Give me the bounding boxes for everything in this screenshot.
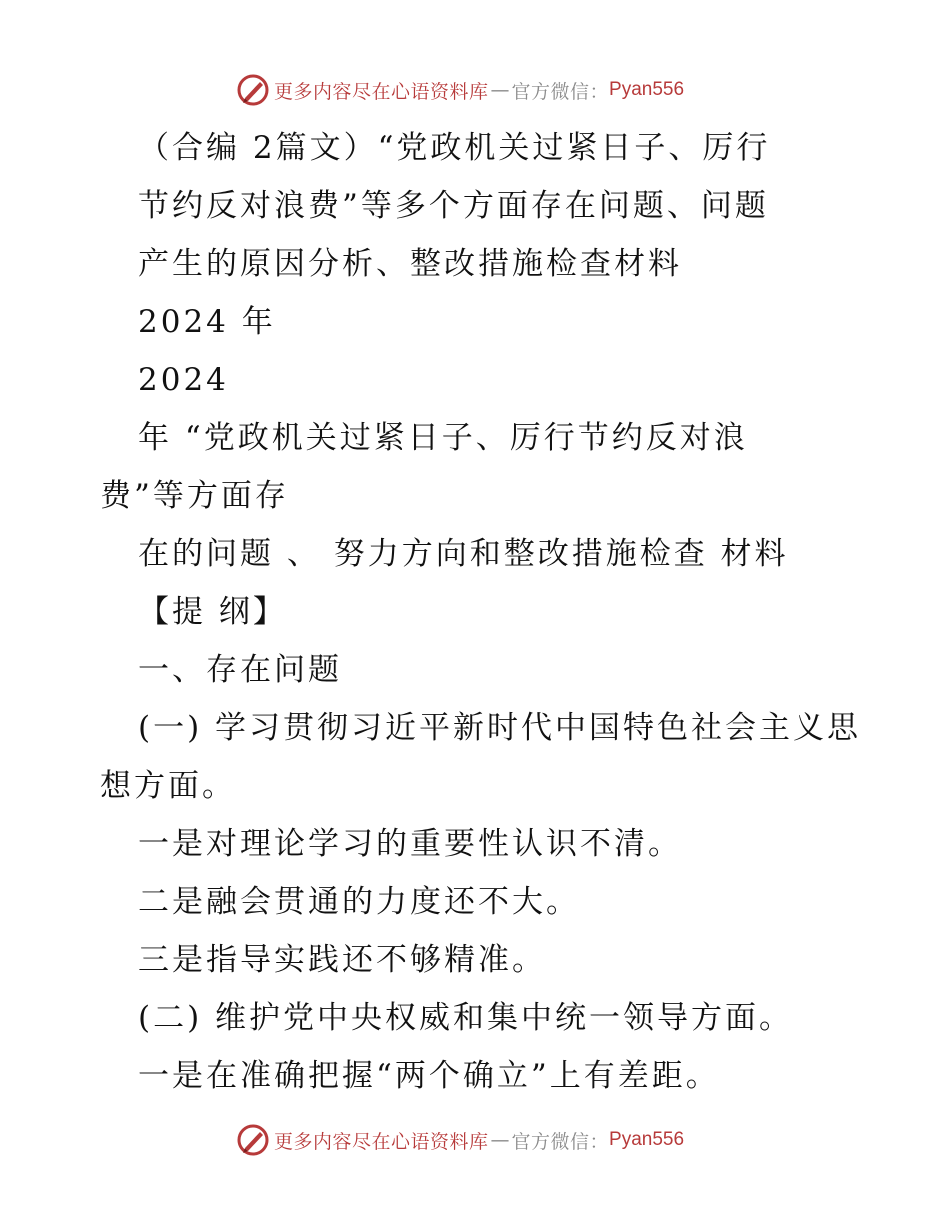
header-watermark-banner <box>236 72 684 108</box>
pen-logo-icon <box>236 1123 270 1157</box>
subtitle-line-1: 年 “党政机关过紧日子、厉行节约反对浪 <box>138 420 748 456</box>
year-line-1: 2024 年 <box>138 304 276 340</box>
outline-heading: 【提 纲】 <box>138 594 287 630</box>
subsection-heading-1-cont: 想方面。 <box>100 768 236 804</box>
subsection-heading-2: (二) 维护党中央权威和集中统一领导方面。 <box>138 1000 794 1036</box>
list-item-3: 三是指导实践还不够精准。 <box>138 942 546 978</box>
list-item-2: 二是融会贯通的力度还不大。 <box>138 884 580 920</box>
pen-logo-icon <box>236 73 270 107</box>
banner-dash: — <box>490 1129 510 1151</box>
banner-wechat-id: Pyan556 <box>609 1129 685 1150</box>
title-line-2: 节约反对浪费”等多个方面存在问题、问题 <box>138 188 769 224</box>
section-heading-1: 一、存在问题 <box>138 652 342 688</box>
footer-watermark-banner <box>236 1122 684 1158</box>
list-item-1: 一是对理论学习的重要性认识不清。 <box>138 826 682 862</box>
banner-dash: — <box>490 79 510 101</box>
banner-site-text: 更多内容尽在心语资料库 <box>274 80 489 103</box>
title-line-3: 产生的原因分析、整改措施检查材料 <box>138 246 682 282</box>
banner-wechat-id: Pyan556 <box>609 79 685 100</box>
banner-wechat-label: 官方微信： <box>511 1130 610 1153</box>
title-line-1: （合编 2篇文）“党政机关过紧日子、厉行 <box>138 130 771 166</box>
list-item-4: 一是在准确把握“两个确立”上有差距。 <box>138 1058 720 1094</box>
banner-site-text: 更多内容尽在心语资料库 <box>274 1130 489 1153</box>
banner-wechat-label: 官方微信： <box>511 80 610 103</box>
subtitle-line-3: 在的问题 、 努力方向和整改措施检查 材料 <box>138 536 789 572</box>
year-line-2: 2024 <box>138 362 229 398</box>
subtitle-line-2: 费”等方面存 <box>100 478 289 514</box>
subsection-heading-1: (一) 学习贯彻习近平新时代中国特色社会主义思 <box>138 710 862 746</box>
